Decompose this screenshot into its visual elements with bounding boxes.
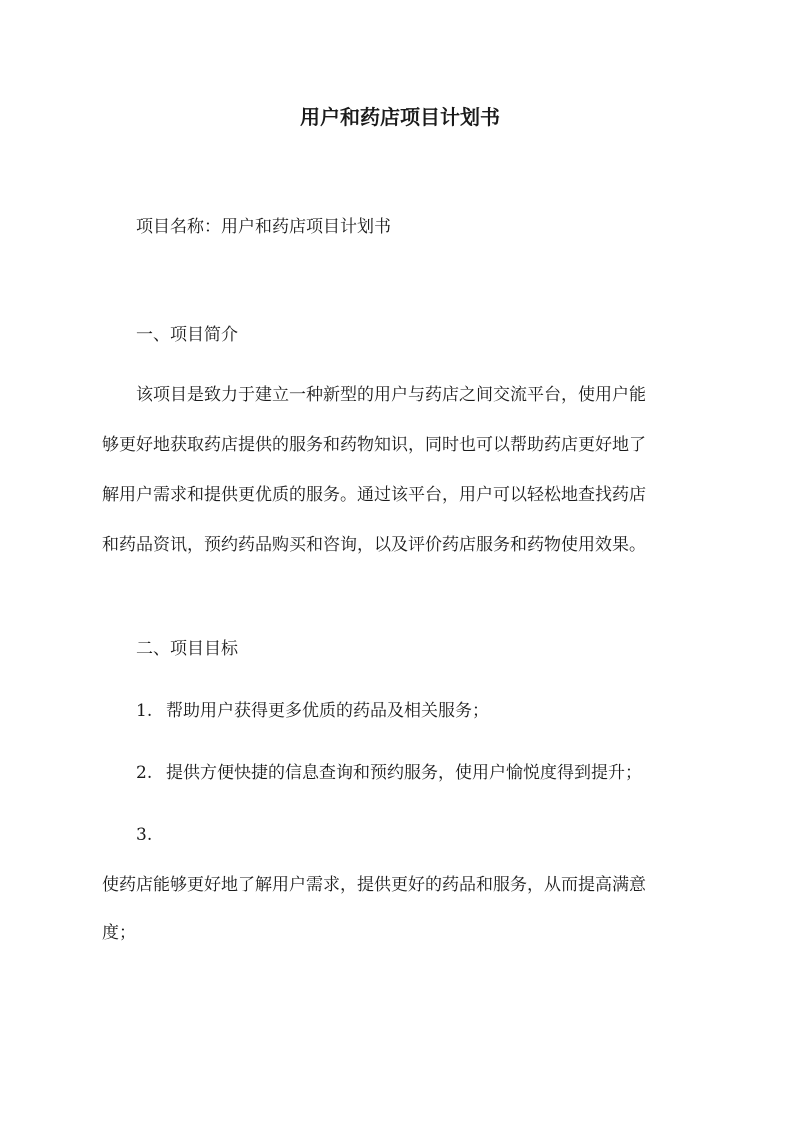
section1-paragraph-line: 解用户需求和提供更优质的服务。通过该平台，用户可以轻松地查找药店 bbox=[102, 485, 646, 505]
goal-item3-continuation-line: 使药店能够更好地了解用户需求，提供更好的药品和服务，从而提高满意 bbox=[102, 875, 646, 895]
document-title: 用户和药店项目计划书 bbox=[300, 105, 500, 129]
section1-paragraph-line: 该项目是致力于建立一种新型的用户与药店之间交流平台，使用户能 bbox=[136, 385, 646, 405]
section1-paragraph-line: 和药品资讯，预约药品购买和咨询，以及评价药店服务和药物使用效果。 bbox=[102, 535, 646, 555]
goal-item-text: 提供方便快捷的信息查询和预约服务，使用户愉悦度得到提升； bbox=[166, 763, 642, 783]
section1-heading: 一、项目简介 bbox=[136, 325, 238, 345]
goal-item-number: 3. bbox=[136, 825, 153, 845]
project-name-line: 项目名称：用户和药店项目计划书 bbox=[136, 217, 391, 237]
goal-item-number: 1. bbox=[136, 701, 153, 721]
goal-list-item bbox=[136, 765, 642, 782]
goal-item-text: 帮助用户获得更多优质的药品及相关服务； bbox=[166, 701, 489, 721]
section1-paragraph-line: 够更好地获取药店提供的服务和药物知识，同时也可以帮助药店更好地了 bbox=[102, 435, 646, 455]
goal-list-item bbox=[136, 827, 166, 844]
goal-item3-continuation-line: 度； bbox=[102, 923, 136, 943]
section2-heading: 二、项目目标 bbox=[136, 639, 238, 659]
goal-list-item bbox=[136, 703, 489, 720]
goal-item-number: 2. bbox=[136, 763, 153, 783]
